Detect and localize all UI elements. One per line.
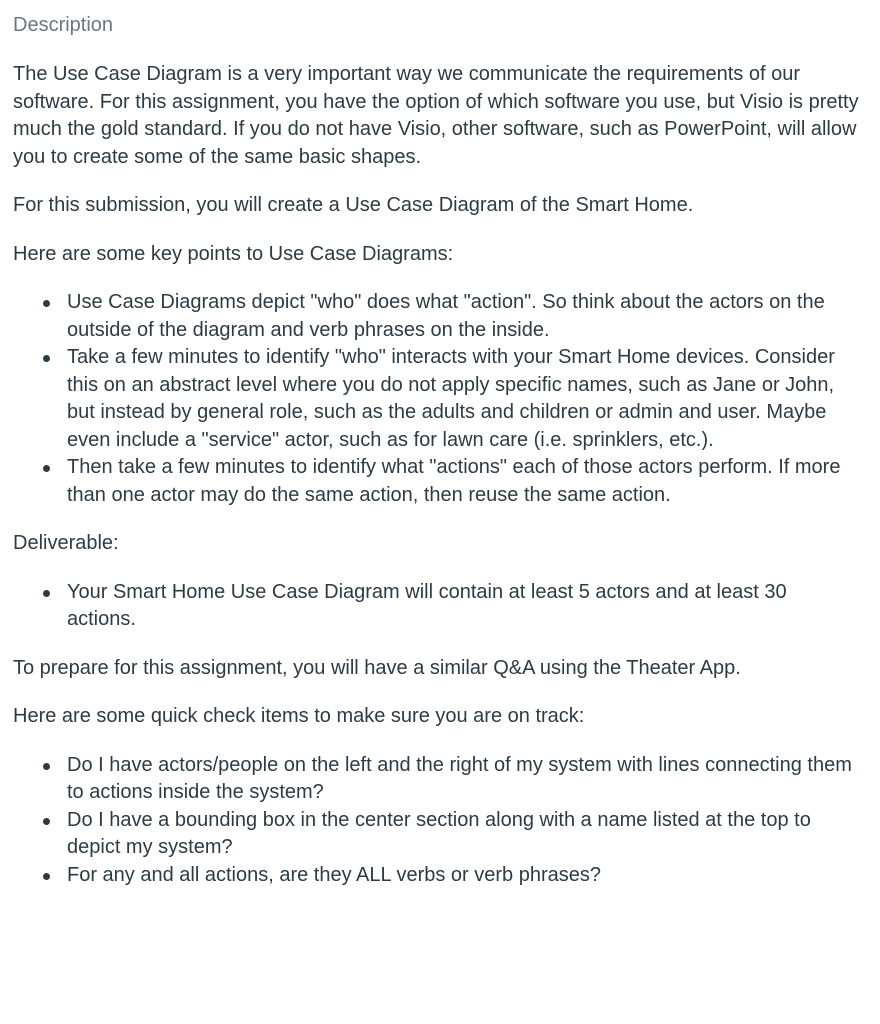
intro-paragraph: The Use Case Diagram is a very important way we communicate the requirements of our software. For this assignment, you have the option of which software you use, but Visio is pretty much the gold standard. If you do not have Visio, other software, such as PowerPoint, will allow you to create some of the same basic shapes. — [13, 63, 859, 168]
list-item: Do I have a bounding box in the center section along with a name listed at the top to depict my system? — [67, 807, 867, 862]
prepare-paragraph: To prepare for this assignment, you will have a similar Q&A using the Theater App. — [13, 656, 741, 679]
check-intro: Here are some quick check items to make sure you are on track: — [13, 705, 585, 727]
submission-paragraph: For this submission, you will create a Use Case Diagram of the Smart Home. — [13, 194, 694, 216]
deliverable-label: Deliverable: — [13, 532, 119, 554]
key-points-intro: Here are some key points to Use Case Diagrams: — [13, 242, 454, 265]
list-item: Take a few minutes to identify "who" interacts with your Smart Home devices. Consider this on an abstract level where you do not apply specific names, such as Jane or John, but instead by general role, such as the adults and children or admin and user. Maybe even include a "service" actor, such as for lawn care (i.e. sprinklers, etc.). — [67, 344, 867, 454]
list-item: Do I have actors/people on the left and the right of my system with lines connecting them to actions inside the system? — [67, 752, 867, 807]
list-item: Your Smart Home Use Case Diagram will contain at least 5 actors and at least 30 actions. — [67, 579, 867, 634]
deliverables-list — [13, 579, 867, 634]
list-item: Use Case Diagrams depict "who" does what "action". So think about the actors on the outside of the diagram and verb phrases on the inside. — [67, 289, 867, 344]
list-item: For any and all actions, are they ALL verbs or verb phrases? — [67, 862, 867, 890]
section-heading: Description — [13, 14, 114, 36]
list-item: Then take a few minutes to identify what "actions" each of those actors perform. If more than one actor may do the same action, then reuse the same action. — [67, 454, 867, 509]
check-items-list — [13, 752, 867, 890]
key-points-list — [13, 289, 867, 509]
